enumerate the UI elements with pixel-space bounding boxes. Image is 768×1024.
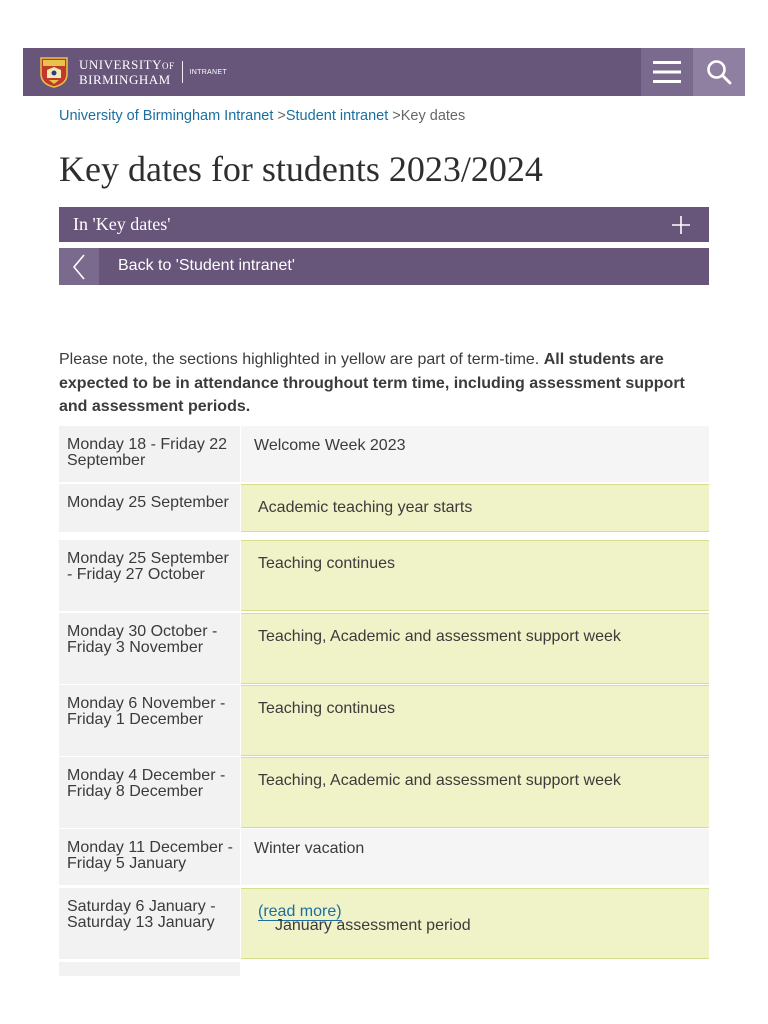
breadcrumb-link-student-intranet[interactable]: Student intranet [285,108,389,124]
event-cell: Teaching, Academic and assessment support week [241,613,709,684]
date-cell [59,962,240,976]
breadcrumb-separator: > [392,108,401,124]
date-cell: Monday 4 December - Friday 8 December [59,757,240,828]
search-button[interactable] [693,48,745,96]
date-cell: Monday 6 November - Friday 1 December [59,685,240,756]
section-nav-label: In 'Key dates' [73,214,171,234]
chevron-left-icon [72,254,86,280]
back-arrow-box [59,248,99,285]
back-link-label: Back to 'Student intranet' [118,257,295,274]
event-cell: Winter vacation [241,829,709,885]
event-cell: Teaching continues [241,685,709,756]
note-bold-text: All students are expected to be in attendance throughout term time, including assessment support and assessment periods. [59,351,685,415]
table-row [59,426,709,482]
table-row [59,962,709,976]
back-link[interactable] [59,248,709,285]
date-cell: Monday 30 October - Friday 3 November [59,613,240,684]
table-row [59,888,709,959]
read-more-link[interactable]: (read more) [258,903,342,920]
table-row [59,484,709,532]
plus-icon [671,215,691,235]
breadcrumb-separator: > [277,108,286,124]
table-row [59,829,709,885]
intranet-tag: INTRANET [189,68,227,76]
event-cell [241,888,709,959]
site-header [23,48,745,96]
note-text: Please note, the sections highlighted in yellow are part of term-time. [59,351,544,368]
event-text: January assessment period [275,917,471,934]
breadcrumb-link-intranet[interactable]: University of Birmingham Intranet [59,108,274,124]
date-cell: Monday 18 - Friday 22 September [59,426,240,482]
event-cell: Teaching continues [241,540,709,611]
table-row [59,613,709,684]
breadcrumb-current: Key dates [400,108,466,124]
breadcrumb [59,108,465,124]
page-title: Key dates for students 2023/2024 [59,149,543,189]
search-icon [706,59,732,85]
event-cell: Welcome Week 2023 [241,426,709,482]
university-logo[interactable] [39,56,227,88]
date-cell: Saturday 6 January - Saturday 13 January [59,888,240,959]
event-cell: Teaching, Academic and assessment support week [241,757,709,828]
date-cell: Monday 11 December - Friday 5 January [59,829,240,885]
crest-icon [39,56,69,88]
section-nav-toggle[interactable] [59,207,709,242]
menu-button[interactable] [641,48,693,96]
logo-divider [182,61,183,83]
event-cell: Academic teaching year starts [241,484,709,532]
logo-wordmark: UNIVERSITYOF BIRMINGHAM [79,57,175,87]
date-cell: Monday 25 September - Friday 27 October [59,540,240,611]
term-time-note [59,348,714,419]
table-row [59,757,709,828]
hamburger-menu-icon [653,61,681,83]
date-cell: Monday 25 September [59,484,240,532]
table-row [59,685,709,756]
table-row [59,540,709,611]
